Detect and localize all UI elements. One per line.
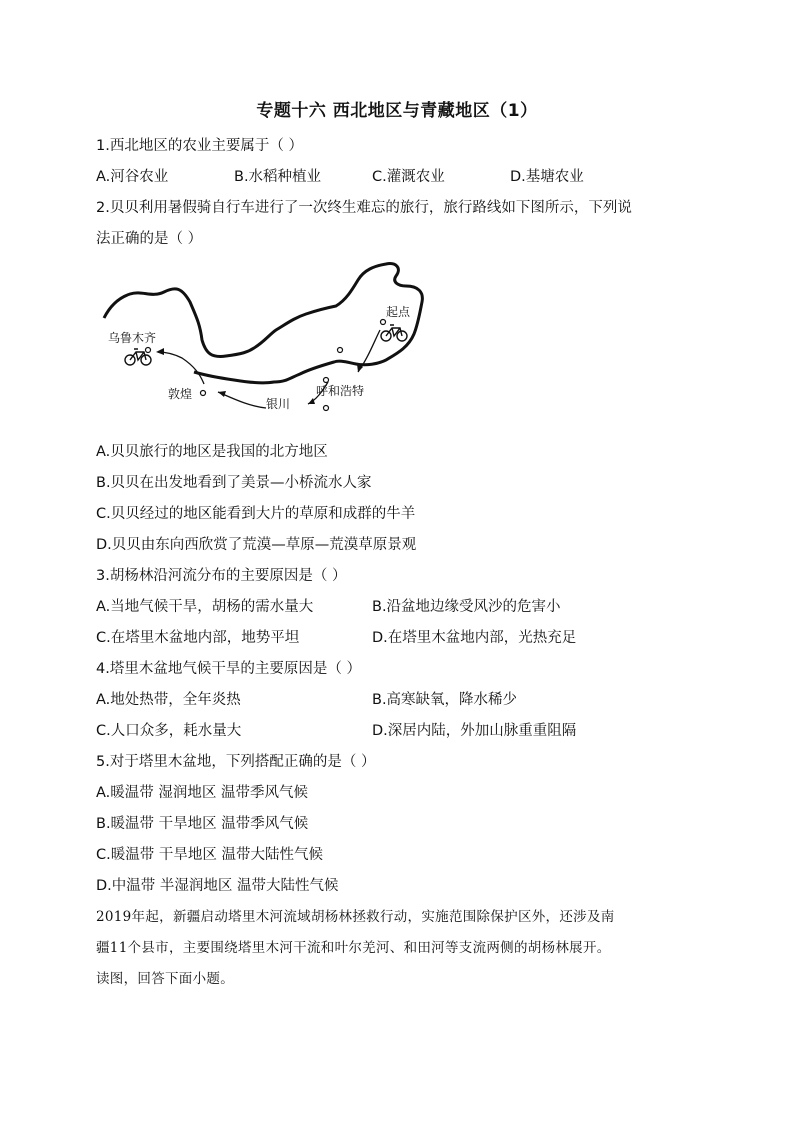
question-5-option-a: A.暖温带 湿润地区 温带季风气候: [96, 785, 308, 801]
question-2-option-d: D.贝贝由东向西欣赏了荒漠—草原—荒漠草原景观: [96, 537, 417, 553]
passage-line-2: 疆11个县市，主要围绕塔里木河干流和叶尔羌河、和田河等支流两侧的胡杨林展开。: [96, 940, 611, 956]
question-2-option-c: C.贝贝经过的地区能看到大片的草原和成群的牛羊: [96, 506, 416, 522]
question-2-stem-line-2: 法正确的是（ ）: [96, 231, 203, 247]
urumqi-marker: [146, 348, 151, 353]
route-arrowhead-2: [308, 398, 315, 404]
dunhuang-marker: [201, 391, 206, 396]
question-5-option-c: C.暖温带 干旱地区 温带大陆性气候: [96, 847, 323, 863]
question-5-option-d: D.中温带 半湿润地区 温带大陆性气候: [96, 878, 339, 894]
border-point-marker: [338, 348, 343, 353]
hohhot-marker: [324, 378, 329, 383]
question-4-option-a: A.地处热带，全年炎热: [96, 692, 241, 708]
question-2-option-b: B.贝贝在出发地看到了美景—小桥流水人家: [96, 475, 372, 491]
question-1-option-a: A.河谷农业: [96, 169, 169, 185]
border-outline: [104, 264, 422, 383]
question-1-option-b: B.水稻种植业: [234, 169, 322, 185]
question-3-option-b: B.沿盆地边缘受风沙的危害小: [372, 599, 561, 615]
route-arrowhead-3: [218, 391, 226, 397]
yinchuan-marker: [324, 406, 329, 411]
label-hohhot: 呼和浩特: [316, 384, 365, 398]
question-4-stem: 4.塔里木盆地气候干旱的主要原因是（ ）: [96, 661, 361, 677]
question-3-stem: 3.胡杨林沿河流分布的主要原因是（ ）: [96, 568, 347, 584]
passage-line-1: 2019年起，新疆启动塔里木河流域胡杨林拯救行动，实施范围除保护区外，还涉及南: [96, 909, 615, 925]
question-1-option-d: D.基塘农业: [510, 169, 584, 185]
label-urumqi: 乌鲁木齐: [108, 331, 157, 345]
label-start: 起点: [386, 305, 411, 319]
question-4-option-c: C.人口众多，耗水量大: [96, 723, 242, 739]
travel-route-map: [96, 258, 436, 420]
route-arrowhead-4: [156, 348, 164, 355]
page-title: 专题十六 西北地区与青藏地区（1）: [256, 101, 538, 121]
question-3-option-c: C.在塔里木盆地内部，地势平坦: [96, 630, 300, 646]
question-1-stem: 1.西北地区的农业主要属于（ ）: [96, 138, 303, 154]
question-4-option-b: B.高寒缺氧，降水稀少: [372, 692, 518, 708]
question-5-stem: 5.对于塔里木盆地，下列搭配正确的是（ ）: [96, 754, 376, 770]
label-yinchuan: 银川: [266, 397, 291, 411]
route-dunhuang-to-urumqi: [158, 352, 204, 384]
bicycle-icon-start: [381, 325, 407, 341]
question-4-option-d: D.深居内陆，外加山脉重重阻隔: [372, 723, 577, 739]
question-3-option-a: A.当地气候干旱，胡杨的需水量大: [96, 599, 314, 615]
label-dunhuang: 敦煌: [168, 387, 193, 401]
question-2-option-a: A.贝贝旅行的地区是我国的北方地区: [96, 444, 328, 460]
passage-line-3: 读图，回答下面小题。: [96, 971, 234, 987]
question-2-stem-line-1: 2.贝贝利用暑假骑自行车进行了一次终生难忘的旅行，旅行路线如下图所示，下列说: [96, 200, 632, 216]
question-1-option-c: C.灌溉农业: [372, 169, 445, 185]
question-5-option-b: B.暖温带 干旱地区 温带季风气候: [96, 816, 309, 832]
reading-passage: [96, 902, 696, 995]
question-3-option-d: D.在塔里木盆地内部，光热充足: [372, 630, 577, 646]
route-yinchuan-to-dunhuang: [218, 392, 266, 408]
start-point-marker: [381, 320, 386, 325]
